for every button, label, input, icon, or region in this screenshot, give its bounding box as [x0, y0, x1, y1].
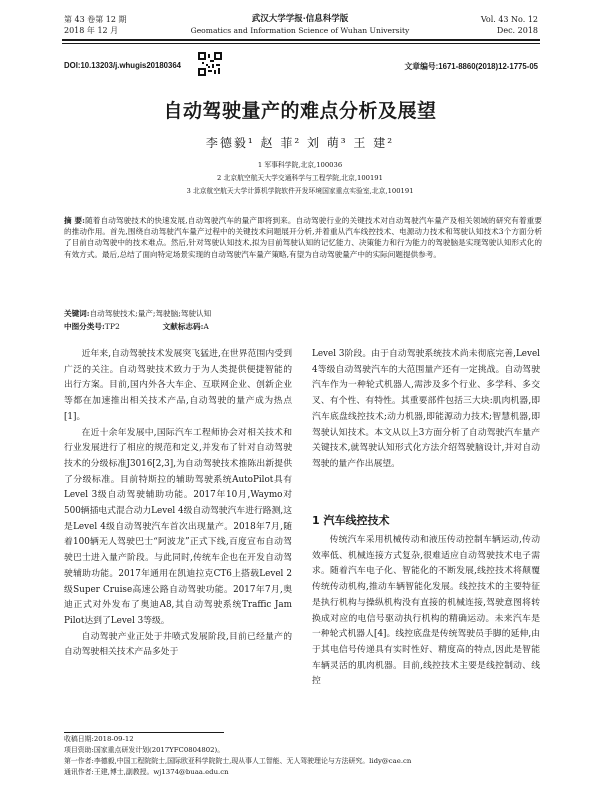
- article-authors: 李德毅¹ 赵 菲² 刘 萌³ 王 建²: [205, 136, 395, 150]
- header-date-cn: 2018 年 12 月: [64, 26, 119, 35]
- clc-label: 中图分类号:: [64, 322, 105, 331]
- footnote-received: 收稿日期:2018-09-12: [64, 735, 134, 743]
- header-volume-cn: 第 43 卷第 12 期: [64, 15, 127, 24]
- article-title: 自动驾驶量产的难点分析及展望: [163, 100, 437, 122]
- footnote-first-author: 第一作者:李德毅,中国工程院院士,国际欧亚科学院院士,现从事人工智能、无人驾驶理论与方法研究。lidy@cae.cn: [64, 757, 412, 765]
- footnote-rule: [64, 732, 224, 733]
- affiliation-3: 3 北京航空航天大学计算机学院软件开发环境国家重点实验室,北京,100191: [186, 187, 414, 195]
- keywords: [64, 308, 542, 319]
- header-volume-en: Vol. 43 No. 12: [480, 15, 538, 24]
- footnote-funding: 项目资助:国家重点研发计划(2017YFC0804802)。: [64, 746, 225, 754]
- doi: DOI:10.13203/j.whugis20180364: [64, 61, 182, 70]
- header-rule-thin: [62, 43, 540, 44]
- header-date-en: Dec. 2018: [496, 26, 538, 35]
- abstract: [64, 215, 542, 260]
- doc-code-label: 文献标志码:: [162, 322, 204, 331]
- footnote-corresponding: 通讯作者:王建,博士,副教授。wj1374@buaa.edu.cn: [64, 768, 229, 776]
- qr-code-icon: [198, 52, 222, 76]
- affiliation-2: 2 北京航空航天大学交通科学与工程学院,北京,100191: [217, 174, 383, 182]
- body-left-column: [64, 347, 292, 661]
- body-paragraph: 在近十余年发展中,国际汽车工程师协会对相关技术和行业发展进行了相应的规范和定义,并发布了针对自动驾驶技术的分级标准J3016[2,3],为自动驾驶技术推陈出新提供了分级标准。目前特斯拉的辅助驾驶系统AutoPilot具有Level 3级自动驾驶辅助功能。2017年10月,Waymo对500辆插电式混合动力Level 4级自动驾驶汽车进行路测,这是Level 4级自动驾驶汽车首次出现量产。2018年7月,随着100辆无人驾驶巴士“阿波龙”正式下线,百度宣布自动驾驶巴士进入量产阶段。与此同时,传统车企也在开发自动驾驶辅助功能。2017年通用在凯迪拉克CT6上搭载Level 2级Super Cruise高速公路自动驾驶功能。2017年7月,奥迪正式对外发布了奥迪A8,其自动驾驶系统Traffic Jam Pilot达到了Level 3等级。: [64, 427, 292, 626]
- header-journal-en: Geomatics and Information Science of Wuhan University: [190, 26, 410, 35]
- article-number: 文章编号:1671-8860(2018)12-1775-05: [404, 62, 538, 71]
- abstract-label: 摘 要:: [64, 216, 85, 225]
- keywords-value: 自动驾驶技术;量产;驾驶脑;驾驶认知: [89, 309, 212, 318]
- section-1-body: [312, 533, 540, 690]
- header-rule: [62, 39, 540, 41]
- body-paragraph: 自动驾驶产业正处于井喷式发展阶段,目前已经量产的自动驾驶相关技术产品多处于: [64, 631, 292, 658]
- affiliation-1: 1 军事科学院,北京,100036: [257, 161, 343, 169]
- header-journal-cn: 武汉大学学报·信息科学版: [251, 14, 349, 24]
- keywords-label: 关键词:: [64, 309, 90, 318]
- clc-value: TP2: [104, 322, 120, 331]
- section-heading: 1 汽车线控技术: [312, 514, 390, 527]
- doc-code-value: A: [203, 322, 209, 331]
- body-paragraph: Level 3阶段。由于自动驾驶系统技术尚未彻底完善,Level 4等级自动驾驶汽车的大范围量产还有一定挑战。自动驾驶汽车作为一种轮式机器人,需涉及多个行业、多学科、多交叉、有个性、有特性。其重要部件包括三大块:肌肉机器,即汽车底盘线控技术;动力机器,即能源动力技术;智慧机器,即驾驶认知技术。本文从以上3方面分析了自动驾驶汽车量产关键技术,就驾驶认知形式化方法介绍驾驶脑设计,并对自动驾驶的量产作出展望。: [312, 349, 540, 469]
- body-paragraph: 传统汽车采用机械传动和液压传动控制车辆运动,传动效率低、机械连接方式复杂,很难适应自动驾驶技术电子需求。随着汽车电子化、智能化的不断发展,线控技术将颠覆传统传动机构,推动车辆智能化发展。线控技术的主要特征是执行机构与操纵机构没有直接的机械连接,驾驶意图将转换成对应的电信号驱动执行机构的精确运动。未来汽车是一种轮式机器人[4]。线控底盘是传统驾驶员手脚的延伸,由于其电信号传递具有实时性好、精度高的特点,因此是智能车辆灵活的肌肉机器。目前,线控技术主要是线控制动、线控: [312, 535, 540, 687]
- body-right-column: [312, 347, 540, 473]
- abstract-text: 随着自动驾驶技术的快速发展,自动驾驶汽车的量产即将到来。自动驾驶行业的关键技术对自动驾驶汽车量产及相关领域的研究有着重要的推动作用。首先,围绕自动驾驶汽车量产过程中的关键技术问题展开分析,并着重从汽车线控技术、电源动力技术和驾驶认知技术3个方面分析了目前自动驾驶中的技术难点。然后,针对驾驶认知技术,拟为目前驾驶认知的记忆能力、决策能力和行为能力的驾驶脑是实现驾驶认知形式化的有效方式。最后,总结了面向特定场景实现的自动驾驶汽车量产策略,有望为自动驾驶量产中的实际问题提供参考。: [64, 216, 542, 259]
- body-paragraph: 近年来,自动驾驶技术发展突飞猛进,在世界范围内受到广泛的关注。自动驾驶技术致力于为人类提供便捷智能的出行方案。目前,国内外各大车企、互联网企业、创新企业等都在加速推出相关技术产品,自动驾驶的量产成为热点[1]。: [64, 349, 292, 422]
- classification: [64, 321, 542, 332]
